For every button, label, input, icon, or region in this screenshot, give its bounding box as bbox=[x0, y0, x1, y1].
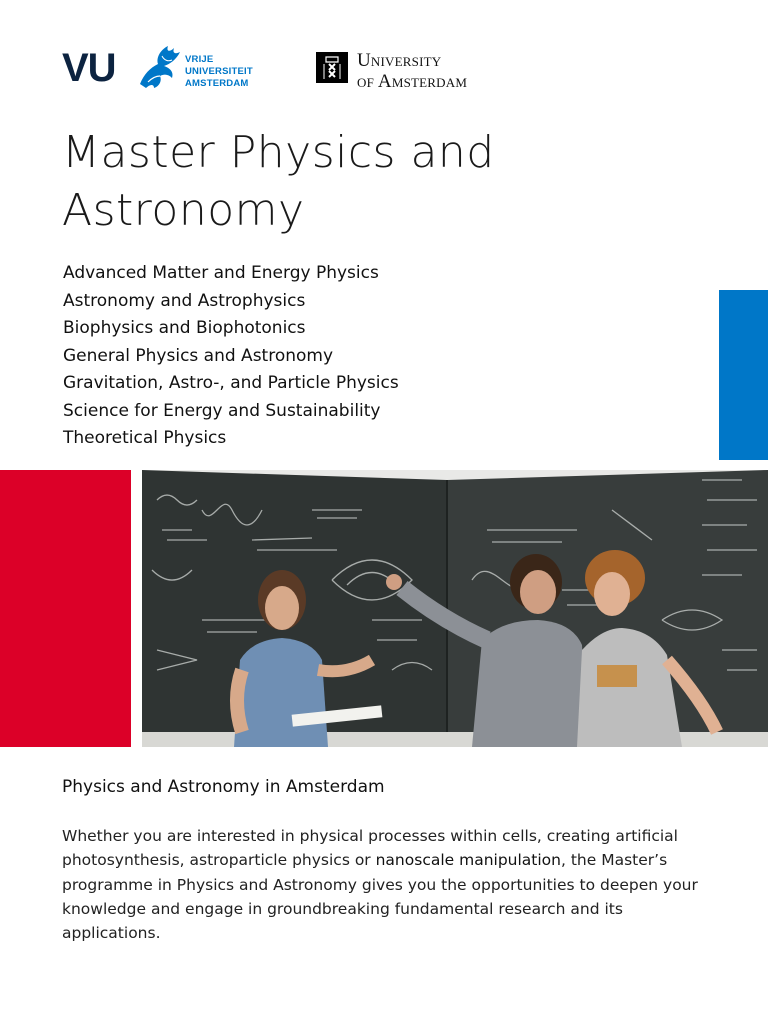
page-title: Master Physics and Astronomy bbox=[62, 127, 495, 236]
uva-wordmark-line2: of Amsterdam bbox=[357, 71, 468, 92]
specialisation-item: General Physics and Astronomy bbox=[63, 345, 334, 366]
intro-text-after-link: , the Master’s programme in Physics and Astronomy gives you the opportunities to deepen your knowledge and engage in groundbreaking fundamental research and its applications. bbox=[62, 851, 698, 943]
red-accent-block bbox=[0, 470, 131, 747]
intro-paragraph bbox=[62, 824, 712, 945]
uva-wordmark-line1: University bbox=[357, 50, 442, 71]
vu-wordmark-line: VRIJE bbox=[185, 54, 214, 65]
blue-accent-block bbox=[719, 290, 768, 460]
griffin-icon bbox=[134, 44, 184, 92]
specialisation-list bbox=[63, 260, 399, 453]
uva-crest-icon bbox=[316, 52, 348, 83]
specialisation-item: Advanced Matter and Energy Physics bbox=[63, 263, 379, 283]
vu-wordmark-line: UNIVERSITEIT bbox=[185, 66, 253, 77]
students-at-chalkboard-photo bbox=[142, 470, 768, 747]
section-heading: Physics and Astronomy in Amsterdam bbox=[62, 777, 385, 797]
vu-logo-letters: VU bbox=[62, 46, 116, 90]
uva-wordmark bbox=[357, 50, 467, 92]
specialisation-item: Theoretical Physics bbox=[63, 428, 227, 448]
specialisation-item: Science for Energy and Sustainability bbox=[63, 400, 381, 421]
specialisation-item: Biophysics and Biophotonics bbox=[63, 318, 306, 338]
specialisation-item: Astronomy and Astrophysics bbox=[63, 290, 306, 311]
nanoscale-manipulation-link[interactable]: nanoscale manipulation bbox=[375, 851, 561, 870]
university-of-amsterdam-logo bbox=[316, 52, 506, 92]
vu-wordmark bbox=[185, 54, 253, 90]
intro-text-before-link: Whether you are interested in physical processes within cells, creating artificial photosynthesis, astroparticle physics or bbox=[62, 827, 678, 870]
vu-wordmark-line: AMSTERDAM bbox=[185, 78, 249, 89]
photo-illustration bbox=[142, 470, 768, 747]
vu-amsterdam-logo bbox=[62, 44, 262, 94]
specialisation-item: Gravitation, Astro-, and Particle Physics bbox=[63, 373, 399, 393]
